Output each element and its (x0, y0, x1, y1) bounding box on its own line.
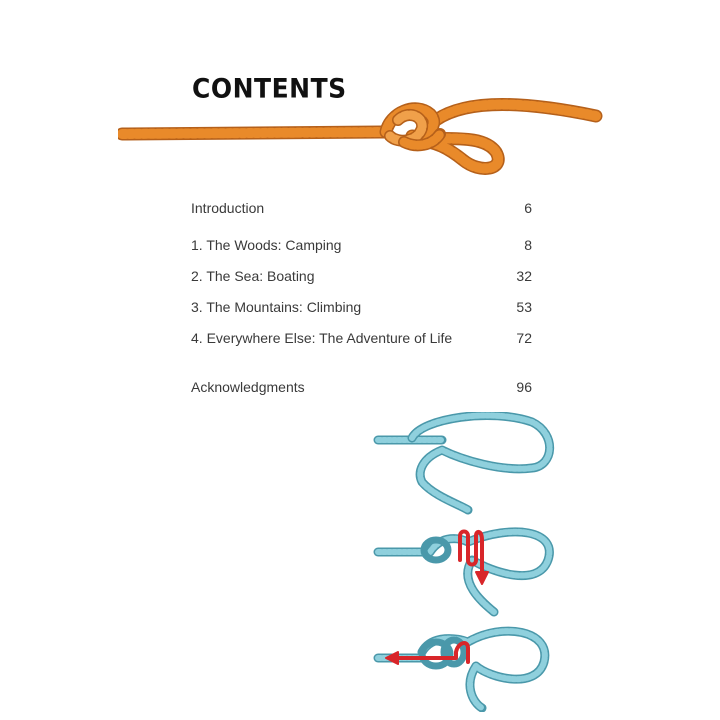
red-arrowhead-icon (476, 572, 488, 584)
bowline-step-3-illustration (378, 631, 545, 708)
toc-entry (191, 266, 532, 297)
toc-entry-label: 2. The Sea: Boating (191, 268, 315, 284)
bowline-step-2-illustration (378, 532, 549, 613)
toc-entry-page: 6 (524, 200, 532, 216)
table-of-contents (191, 198, 532, 408)
toc-entry (191, 198, 532, 229)
toc-entry-page: 96 (516, 379, 532, 395)
toc-entry (191, 377, 532, 408)
toc-entry-label: 3. The Mountains: Climbing (191, 299, 362, 315)
toc-entry-label: 1. The Woods: Camping (191, 237, 342, 253)
toc-entry-page: 8 (524, 237, 532, 253)
toc-entry-page: 32 (516, 268, 532, 284)
toc-entry-label: Acknowledgments (191, 379, 305, 395)
toc-entry-page: 53 (516, 299, 532, 315)
page-title: CONTENTS (192, 73, 347, 104)
toc-entry-label: 4. Everywhere Else: The Adventure of Life (191, 330, 453, 346)
toc-entry (191, 328, 532, 359)
toc-entry (191, 297, 532, 328)
toc-entry-page: 72 (516, 330, 532, 346)
bowline-step-1-illustration (378, 415, 550, 510)
toc-entry-label: Introduction (191, 200, 265, 216)
orange-rope-knot-illustration (118, 90, 603, 180)
toc-entry (191, 235, 532, 266)
blue-rope-bowline-steps-illustration (372, 412, 562, 712)
